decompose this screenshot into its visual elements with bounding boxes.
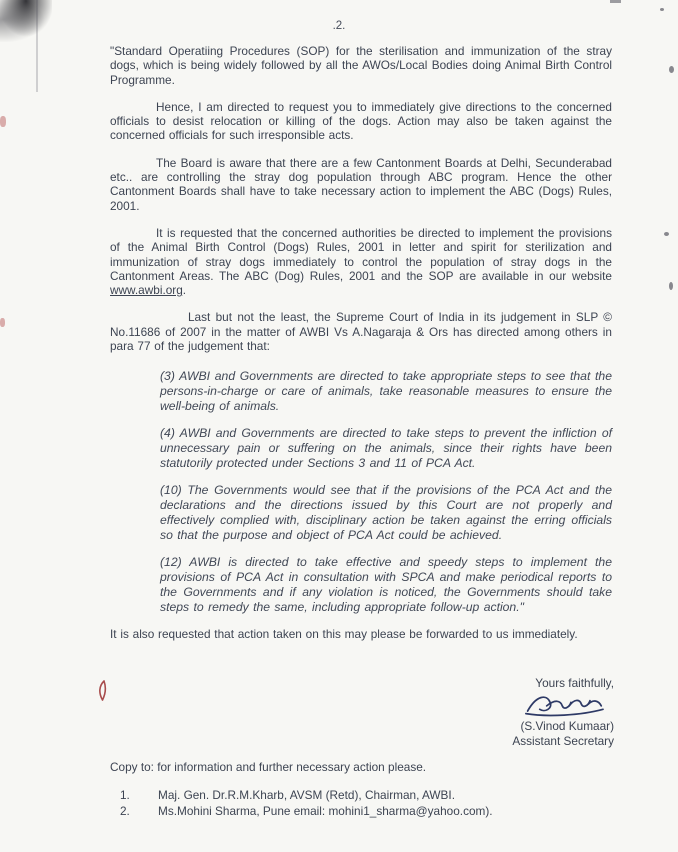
paragraph-abc-rules [110, 226, 612, 297]
valediction: Yours faithfully, [535, 676, 614, 690]
paragraph-cantonment-boards: The Board is aware that there are a few Cantonment Boards at Delhi, Secunderabad etc.. are controlling the stray dog population through ABC program. Hence the other Cantonment Boards shall have to take necessary action to implement the ABC (Dogs) Rules, 2001. [110, 155, 612, 213]
copy-item-text: Ms.Mohini Sharma, Pune email: mohini1_sharma@yahoo.com). [158, 804, 493, 818]
judgement-quote-para-3: (3) AWBI and Governments are directed to take appropriate steps to see that the persons-in-charge or care of animals, take reasonable measures to ensure the well-being of animals. [160, 369, 612, 414]
copy-to-item [110, 787, 612, 803]
copy-to-section [110, 760, 612, 819]
copy-item-number: 2. [120, 804, 130, 818]
red-pen-mark [96, 680, 108, 702]
copy-item-text: Maj. Gen. Dr.R.M.Kharb, AVSM (Retd), Chairman, AWBI. [158, 788, 455, 802]
scan-speck [664, 232, 669, 236]
letter-body [110, 44, 612, 655]
paragraph-sop: "Standard Operatiing Procedures (SOP) for the sterilisation and immunization of the stray dogs, which is being widely followed by all the AWOs/Local Bodies doing Animal Birth Control Programme. [110, 44, 612, 87]
handwritten-signature [514, 692, 614, 718]
signatory-name: (S.Vinod Kumaar) [520, 719, 614, 733]
paragraph-abc-rules-end: . [182, 283, 187, 298]
paragraph-abc-rules-text: It is requested that the concerned authorities be directed to implement the provisions of the Animal Birth Control (Dogs) Rules, 2001 in letter and spirit for sterilization and immunization of stray dogs immediately to control the population of stray dogs in the Cantonment Areas. The ABC (Dog) Rules, 2001 and the SOP are available in our website [110, 225, 612, 283]
copy-to-heading: Copy to: for information and further necessary action please. [110, 760, 427, 774]
closing-request: It is also requested that action taken on this may please be forwarded to us immediately. [110, 627, 578, 642]
judgement-quote-para-4: (4) AWBI and Governments are directed to take steps to prevent the infliction of unnecessary pain or suffering on the animals, since their rights have been statutorily protected under Sections 3 and 11 of PCA Act. [160, 426, 612, 471]
scan-edge-line [36, 0, 38, 92]
signatory-title: Assistant Secretary [512, 734, 614, 748]
red-ink-speck [0, 116, 6, 127]
page-number: .2. [332, 20, 346, 32]
copy-to-item [110, 803, 612, 819]
judgement-quote-para-12: (12) AWBI is directed to take effective and speedy steps to implement the provisions of PCA Act in consultation with SPCA and make periodical reports to the Governments and if any violation is noticed, the Governments should take steps to remedy the same, including appropriate follow-up action." [160, 555, 612, 615]
copy-item-number: 1. [120, 788, 130, 802]
scan-speck [669, 282, 673, 290]
scan-speck [669, 66, 674, 73]
signature-block [434, 676, 614, 749]
awbi-website-link: www.awbi.org [110, 283, 183, 298]
judgement-quote-para-10: (10) The Governments would see that if the provisions of the PCA Act and the declarations and the directions issued by this Court are not properly and effectively complied with, disciplinary action be taken against the erring officials so that the purpose and object of PCA Act could be achieved. [160, 483, 612, 543]
scan-tick-mark [610, 0, 621, 3]
paragraph-supreme-court: Last but not the least, the Supreme Court of India in its judgement in SLP © No.11686 of 2007 in the matter of AWBI Vs A.Nagaraja & Ors has directed among others in para 77 of the judgement that: [110, 310, 612, 354]
paragraph-hence-request: Hence, I am directed to request you to immediately give directions to the concerned officials to desist relocation or killing of the dogs. Action may also be taken against the concerned officials for such irresponsible acts. [110, 99, 612, 143]
red-ink-speck [0, 318, 5, 327]
scan-speck [660, 8, 664, 11]
